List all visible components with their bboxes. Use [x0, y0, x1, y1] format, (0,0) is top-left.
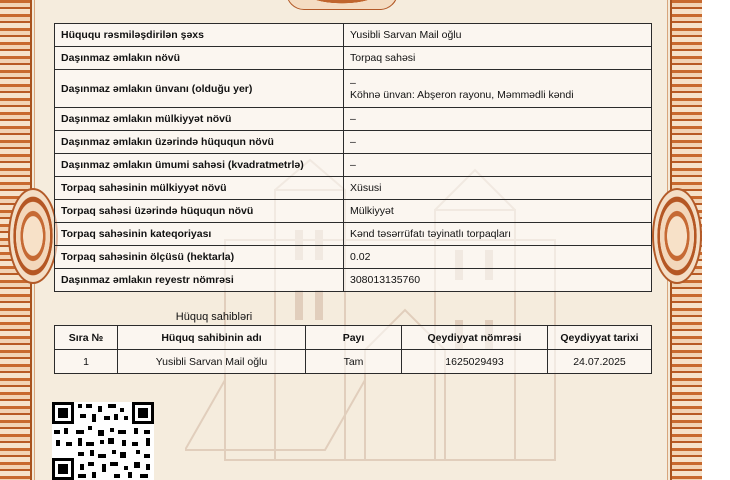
right-medallion-ornament	[652, 188, 702, 284]
row-label: Torpaq sahəsinin kateqoriyası	[55, 223, 344, 246]
header-owner-name: Hüquq sahibinin adı	[118, 326, 306, 350]
cell-registration-date: 24.07.2025	[548, 350, 652, 374]
row-value: Yusibli Sarvan Mail oğlu	[344, 24, 652, 47]
owners-section-title: Hüquq sahibləri	[175, 311, 253, 323]
row-label: Torpaq sahəsi üzərində hüququn növü	[55, 200, 344, 223]
left-medallion-ornament	[8, 188, 58, 284]
cell-owner-name: Yusibli Sarvan Mail oğlu	[118, 350, 306, 374]
row-value: –	[344, 154, 652, 177]
header-share: Payı	[306, 326, 402, 350]
table-row	[55, 131, 652, 154]
row-value-address	[344, 70, 652, 108]
address-old: Köhnə ünvan: Abşeron rayonu, Məmmədli kəndi	[350, 88, 574, 101]
row-value: Xüsusi	[344, 177, 652, 200]
header-index: Sıra №	[55, 326, 118, 350]
table-row	[55, 200, 652, 223]
table-row	[55, 246, 652, 269]
table-row	[55, 350, 652, 374]
address-current: –	[350, 76, 356, 89]
row-value: Mülkiyyət	[344, 200, 652, 223]
row-value: Kənd təsərrüfatı təyinatlı torpaqları	[344, 223, 652, 246]
row-label: Daşınmaz əmlakın ünvanı (olduğu yer)	[55, 70, 344, 108]
table-row	[55, 70, 652, 108]
row-label: Daşınmaz əmlakın üzərində hüququn növü	[55, 131, 344, 154]
row-value: 0.02	[344, 246, 652, 269]
owners-table	[54, 325, 652, 374]
header-registration-date: Qeydiyyat tarixi	[548, 326, 652, 350]
owners-header-row	[55, 326, 652, 350]
row-value: –	[344, 131, 652, 154]
row-value: –	[344, 108, 652, 131]
table-row	[55, 223, 652, 246]
row-label: Hüququ rəsmiləşdirilən şəxs	[55, 24, 344, 47]
cell-registration-number: 1625029493	[402, 350, 548, 374]
cell-index: 1	[55, 350, 118, 374]
row-label: Daşınmaz əmlakın növü	[55, 47, 344, 70]
row-label: Torpaq sahəsinin mülkiyyət növü	[55, 177, 344, 200]
table-row	[55, 269, 652, 292]
qr-code-icon[interactable]	[52, 402, 154, 480]
table-row	[55, 47, 652, 70]
property-info-table	[54, 23, 652, 292]
table-row	[55, 154, 652, 177]
cell-share: Tam	[306, 350, 402, 374]
table-row	[55, 177, 652, 200]
row-label: Daşınmaz əmlakın ümumi sahəsi (kvadratmetrlə)	[55, 154, 344, 177]
row-value: Torpaq sahəsi	[344, 47, 652, 70]
header-registration-number: Qeydiyyat nömrəsi	[402, 326, 548, 350]
row-label: Torpaq sahəsinin ölçüsü (hektarla)	[55, 246, 344, 269]
table-row	[55, 108, 652, 131]
row-label: Daşınmaz əmlakın mülkiyyət növü	[55, 108, 344, 131]
top-crest-ornament	[286, 0, 398, 10]
row-value: 308013135760	[344, 269, 652, 292]
table-row	[55, 24, 652, 47]
row-label: Daşınmaz əmlakın reyestr nömrəsi	[55, 269, 344, 292]
